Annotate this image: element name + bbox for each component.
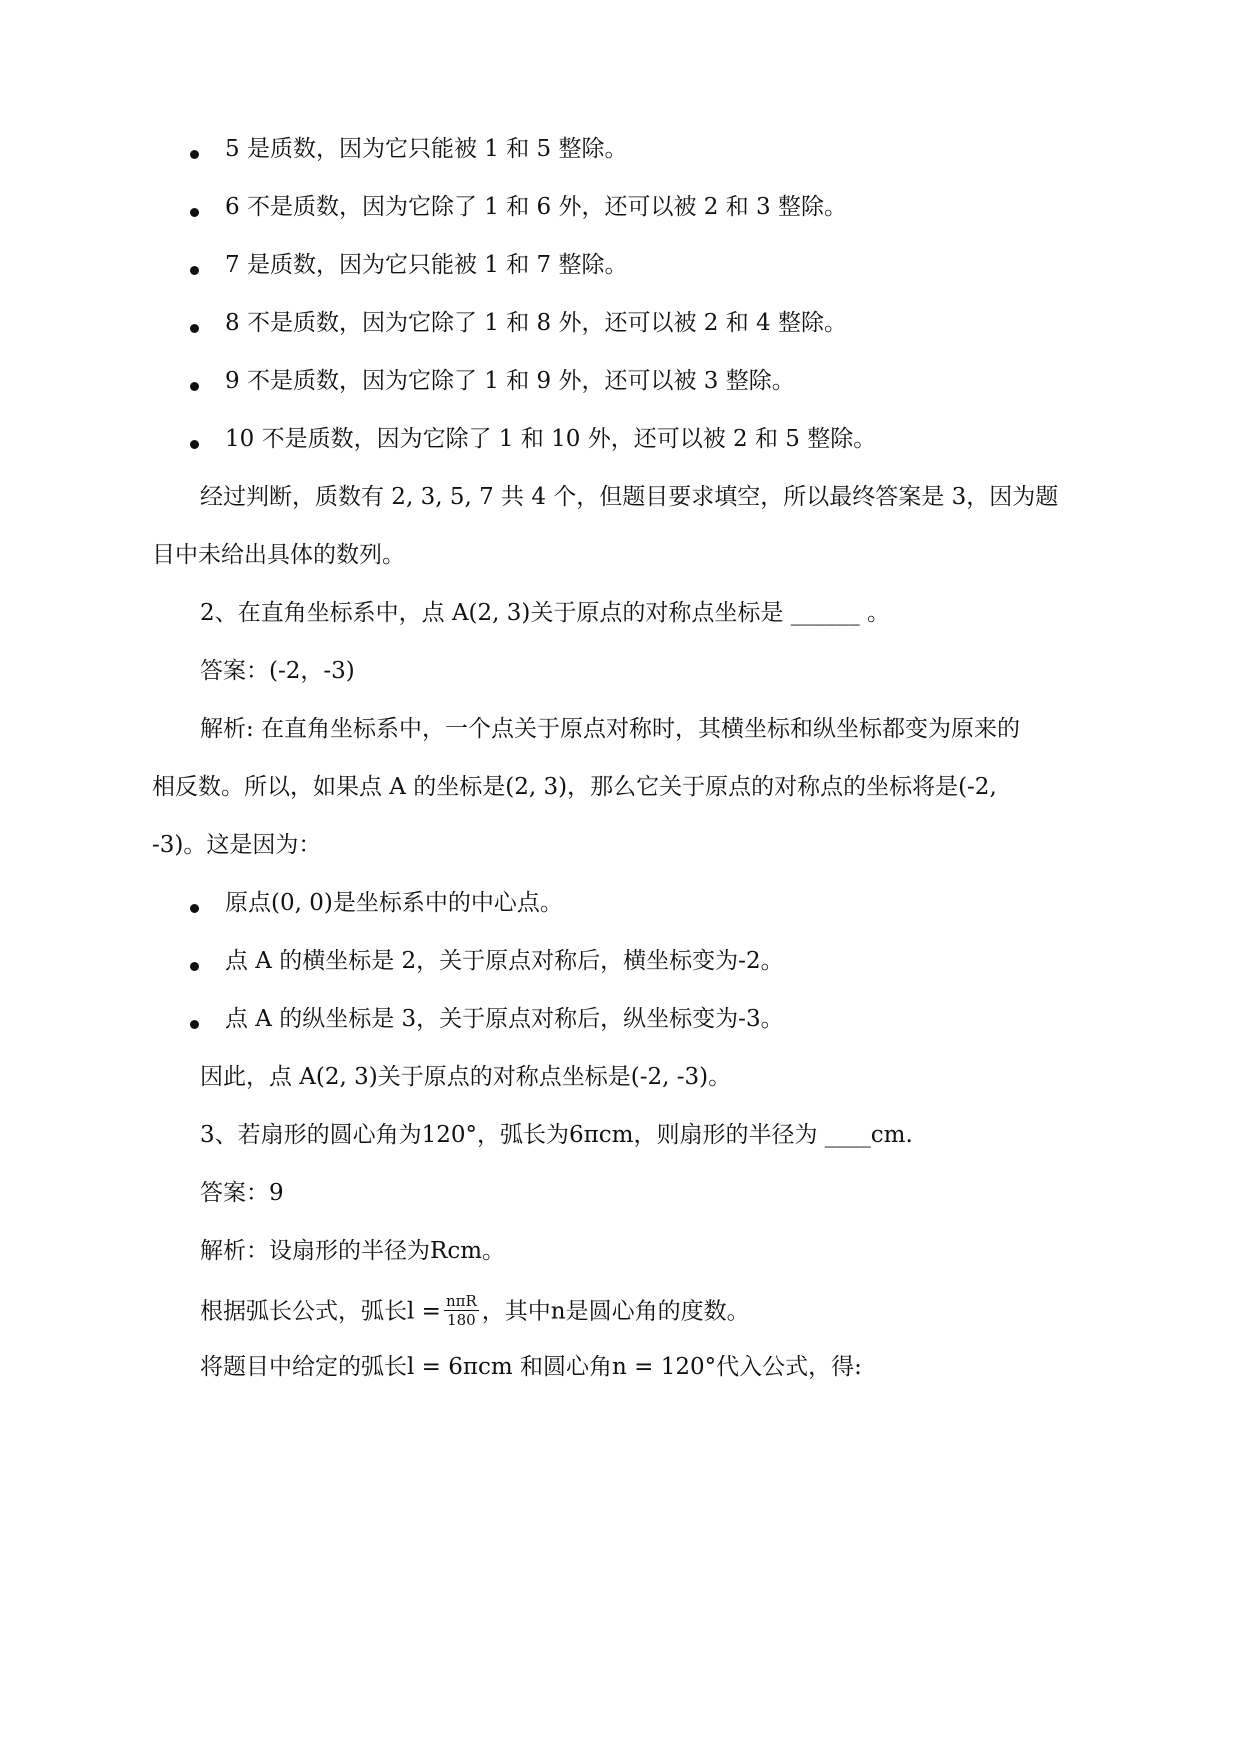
analysis-3: 解析：设扇形的半径为Rcm。 (200, 1238, 506, 1264)
bullet-dot (190, 316, 204, 330)
answer-2: 答案：(-2，-3) (200, 658, 355, 684)
conclusion-1-line-1: 经过判断，质数有 2, 3, 5, 7 共 4 个，但题目要求填空，所以最终答案是 3，因为题 (200, 484, 1059, 510)
arc-length-formula-line (200, 1294, 750, 1331)
fraction-numerator: nπR (445, 1292, 477, 1310)
bullet-dot (190, 1012, 204, 1026)
bullet-dot (190, 200, 204, 214)
q2-bullet-1: 原点(0, 0)是坐标系中的中心点。 (225, 890, 563, 916)
analysis-2-line-1: 解析: 在直角坐标系中，一个点关于原点对称时，其横坐标和纵坐标都变为原来的 (200, 716, 1021, 742)
bullet-dot (190, 432, 204, 446)
formula-suffix: ，其中n是圆心角的度数。 (481, 1298, 750, 1325)
prime-bullet-4: 8 不是质数，因为它除了 1 和 8 外，还可以被 2 和 4 整除。 (225, 310, 847, 336)
formula-prefix: 根据弧长公式，弧长l = (200, 1298, 441, 1325)
prime-bullet-1: 5 是质数，因为它只能被 1 和 5 整除。 (225, 136, 628, 162)
prime-bullet-3: 7 是质数，因为它只能被 1 和 7 整除。 (225, 252, 628, 278)
question-2: 2、在直角坐标系中，点 A(2, 3)关于原点的对称点坐标是 ______ 。 (200, 600, 891, 626)
bullet-dot (190, 896, 204, 910)
question-3: 3、若扇形的圆心角为120°，弧长为6πcm，则扇形的半径为 ____cm. (200, 1122, 913, 1148)
q2-bullet-3: 点 A 的纵坐标是 3，关于原点对称后，纵坐标变为-3。 (225, 1006, 784, 1032)
substitute-line: 将题目中给定的弧长l = 6πcm 和圆心角n = 120°代入公式，得: (200, 1354, 862, 1380)
bullet-dot (190, 142, 204, 156)
answer-3: 答案：9 (200, 1180, 284, 1206)
conclusion-1-line-2: 目中未给出具体的数列。 (152, 542, 405, 568)
prime-bullet-5: 9 不是质数，因为它除了 1 和 9 外，还可以被 3 整除。 (225, 368, 795, 394)
q2-bullet-2: 点 A 的横坐标是 2，关于原点对称后，横坐标变为-2。 (225, 948, 784, 974)
conclusion-2: 因此，点 A(2, 3)关于原点的对称点坐标是(-2, -3)。 (200, 1064, 732, 1090)
analysis-2-line-2: 相反数。所以，如果点 A 的坐标是(2, 3)，那么它关于原点的对称点的坐标将是(-2, (152, 774, 997, 800)
prime-bullet-2: 6 不是质数，因为它除了 1 和 6 外，还可以被 2 和 3 整除。 (225, 194, 847, 220)
formula-fraction (444, 1292, 479, 1329)
prime-bullet-6: 10 不是质数，因为它除了 1 和 10 外，还可以被 2 和 5 整除。 (225, 426, 877, 452)
bullet-dot (190, 954, 204, 968)
bullet-dot (190, 258, 204, 272)
analysis-2-line-3: -3)。这是因为： (152, 832, 322, 858)
fraction-denominator: 180 (447, 1311, 476, 1329)
bullet-dot (190, 374, 204, 388)
